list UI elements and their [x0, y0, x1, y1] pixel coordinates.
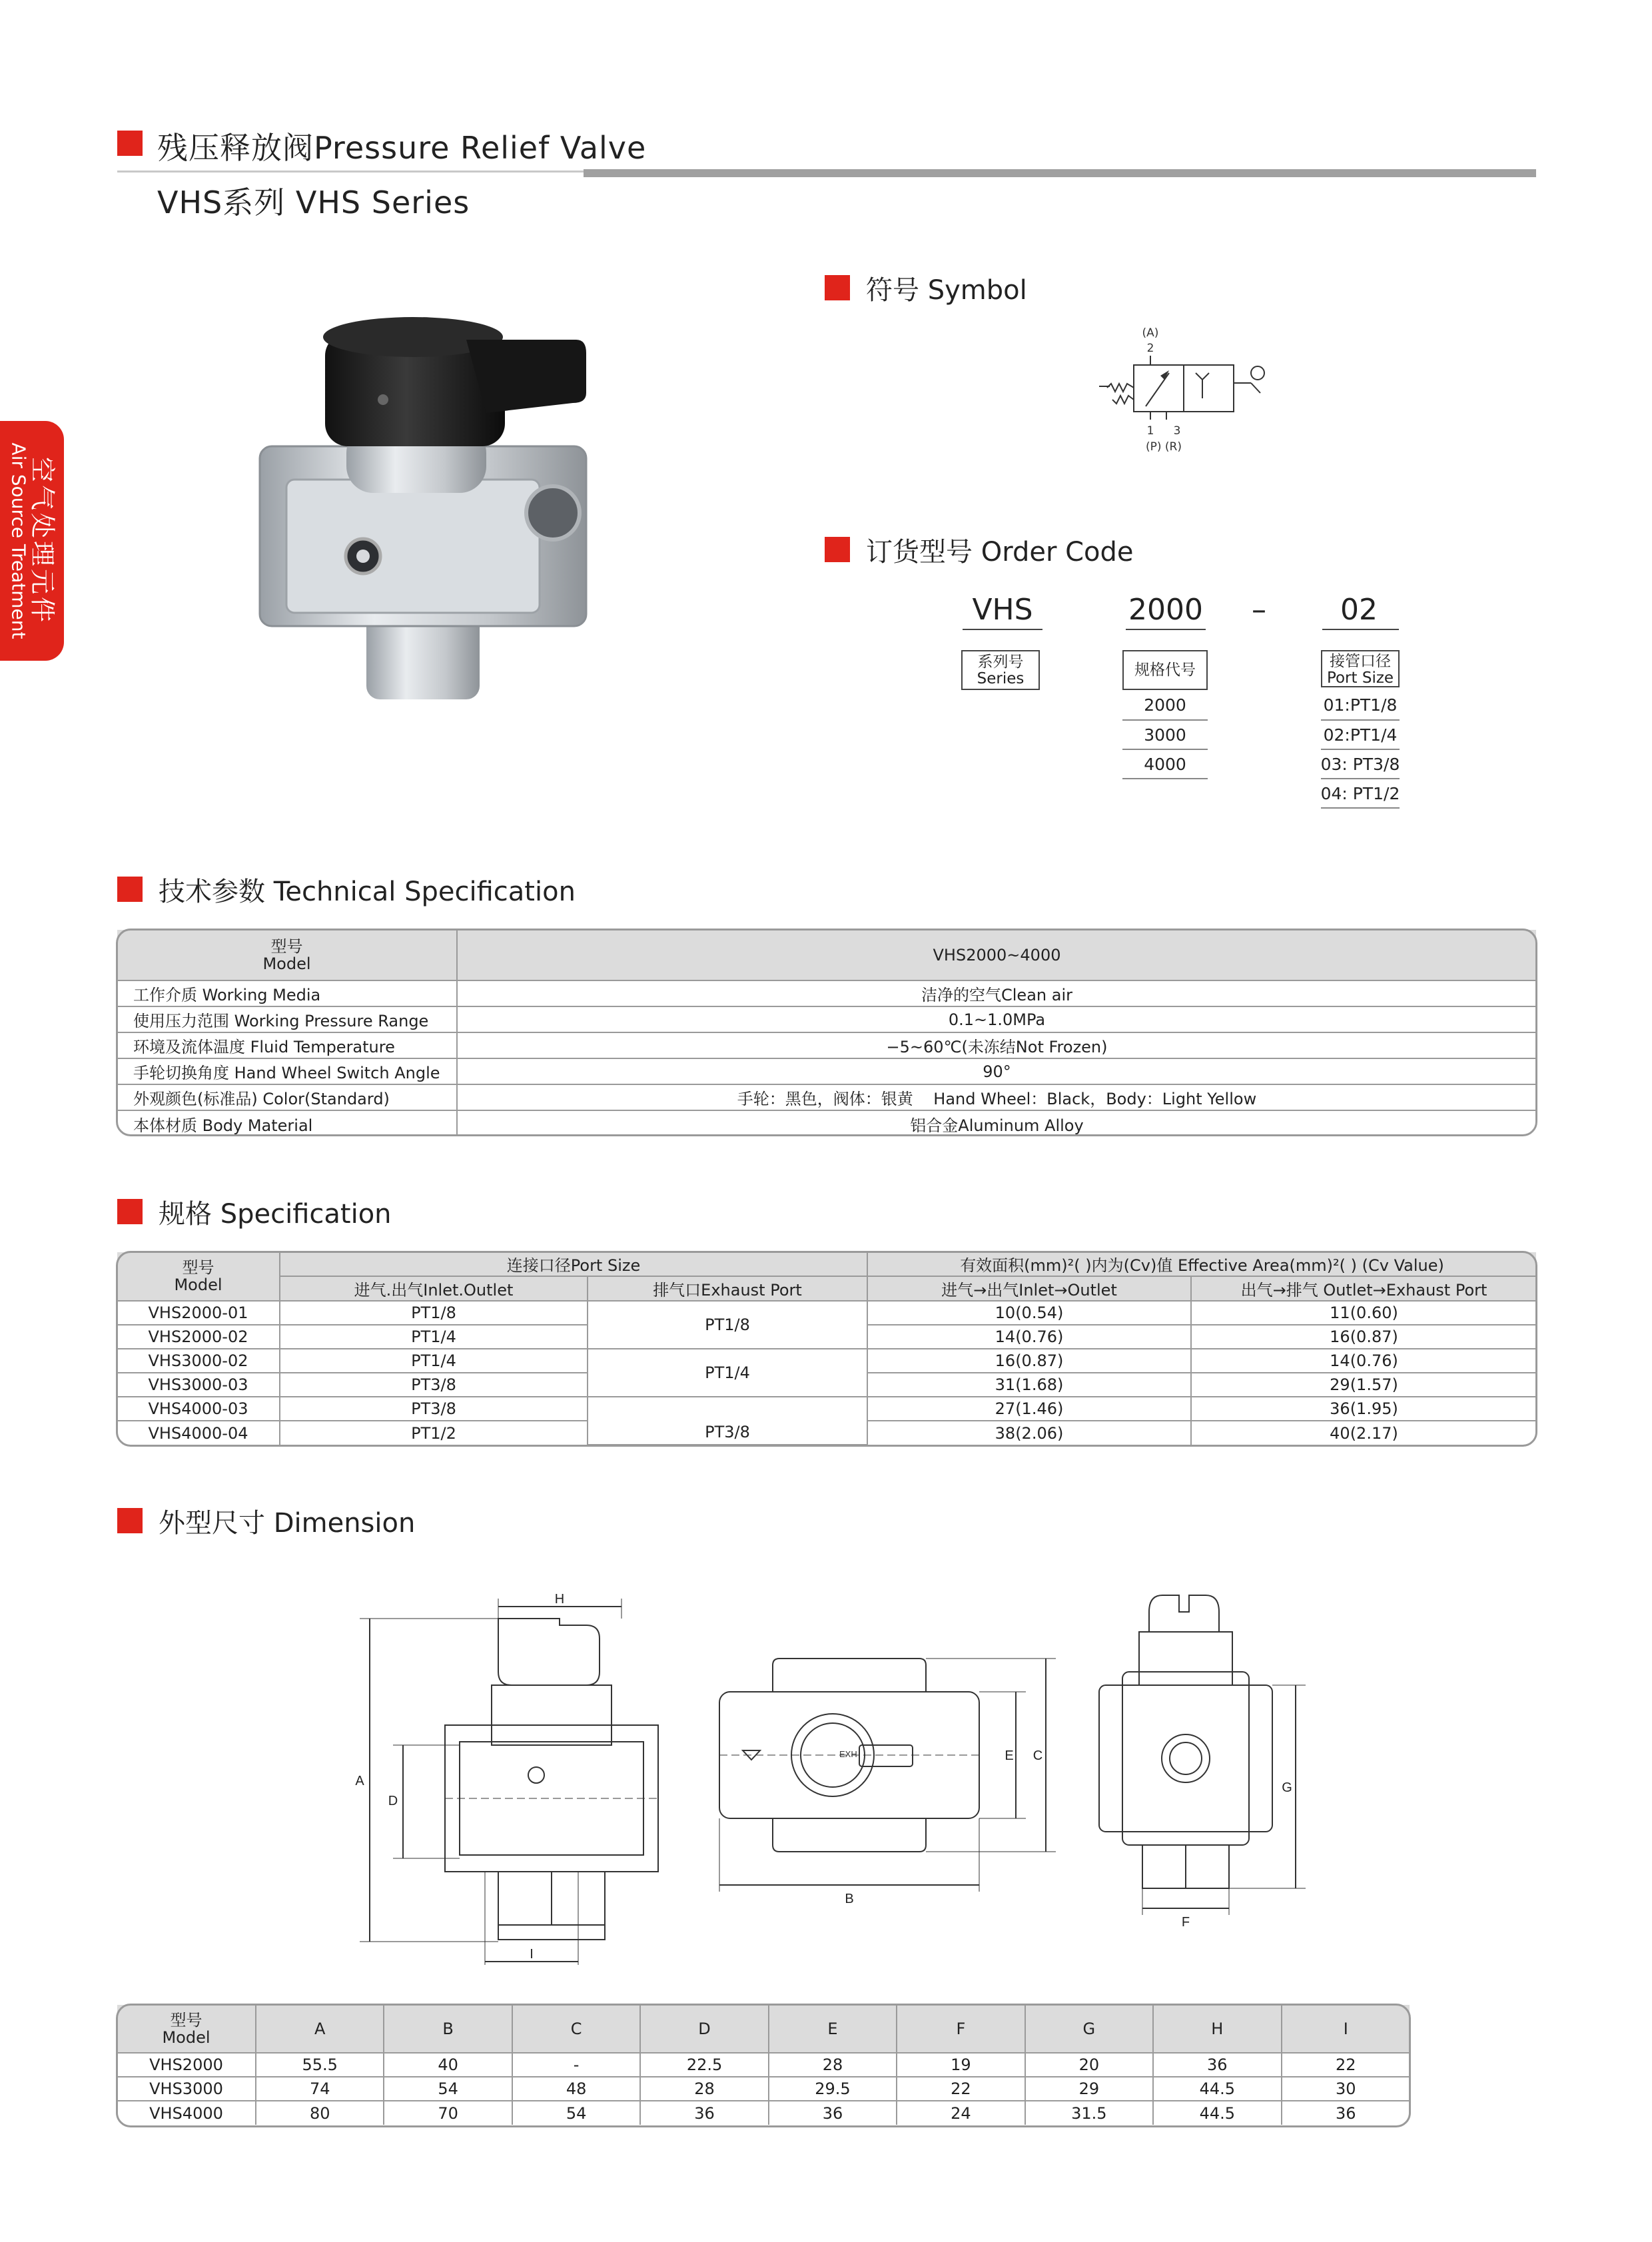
tech-spec-marker [117, 877, 143, 902]
tech-value: 0.1~1.0MPa [457, 1006, 1536, 1032]
dim-cell: 22 [897, 2077, 1025, 2101]
dim-model-header-en: Model [162, 2028, 210, 2047]
spec-model: VHS3000-03 [117, 1373, 280, 1397]
dim-cell: 40 [384, 2053, 512, 2077]
order-line-size [1126, 629, 1206, 630]
side-tab-text [9, 443, 55, 639]
order-series-code: VHS [972, 593, 1033, 627]
dim-model-header [117, 2005, 256, 2053]
spec-io: 27(1.46) [867, 1397, 1191, 1421]
spec-oe: 40(2.17) [1191, 1421, 1536, 1445]
table-row [117, 980, 1536, 1006]
spec-sub-header: 进气→出气Inlet→Outlet [867, 1276, 1191, 1301]
side-view [360, 1599, 658, 1965]
table-row [117, 930, 1536, 980]
dim-cell: 19 [897, 2053, 1025, 2077]
dim-label-e: E [1005, 1748, 1014, 1763]
tech-model-value: VHS2000~4000 [457, 930, 1536, 980]
tech-spec-table [117, 930, 1536, 1136]
valve-symbol [1086, 326, 1272, 460]
spec-inlet: PT1/8 [280, 1301, 588, 1325]
spec-inlet: PT3/8 [280, 1373, 588, 1397]
tech-model-header-en: Model [262, 954, 311, 973]
page-title: 残压释放阀Pressure Relief Valve [157, 130, 647, 166]
dim-cell: 54 [512, 2101, 640, 2125]
dim-cell: 36 [1282, 2101, 1410, 2125]
spec-sub-header: 排气口Exhaust Port [588, 1276, 867, 1301]
spec-marker [117, 1199, 143, 1224]
order-code-marker [825, 537, 850, 562]
spec-model: VHS4000-03 [117, 1397, 280, 1421]
dim-cell: 22.5 [640, 2053, 768, 2077]
title-rule-thin [117, 171, 584, 173]
spec-model-header-zh: 型号 [182, 1258, 214, 1277]
dim-cell: 36 [640, 2101, 768, 2125]
dim-model-header-zh: 型号 [170, 2010, 203, 2030]
spec-oe: 14(0.76) [1191, 1349, 1536, 1373]
spec-model: VHS4000-04 [148, 1423, 248, 1443]
order-code-heading: 订货型号 Order Code [866, 537, 1134, 567]
dim-label-f: F [1181, 1915, 1190, 1930]
tech-label: 本体材质 Body Material [133, 1116, 313, 1135]
spec-port-size-header: 连接口径Port Size [280, 1252, 867, 1276]
page-subtitle: VHS系列 VHS Series [157, 185, 470, 220]
spec-inlet: PT1/2 [280, 1421, 588, 1445]
order-port-rule [1321, 807, 1400, 809]
product-photo [246, 293, 606, 733]
order-port-rule [1321, 719, 1400, 721]
order-port-box [1321, 650, 1400, 687]
dim-cell: 31.5 [1025, 2101, 1153, 2125]
dimension-marker [117, 1508, 143, 1533]
tech-label: 手轮切换角度 Hand Wheel Switch Angle [117, 1058, 457, 1084]
tech-model-header-zh: 型号 [270, 936, 303, 956]
dim-col-header: C [512, 2005, 640, 2053]
order-port-rule [1321, 778, 1400, 779]
spec-exhaust: PT1/4 [588, 1349, 867, 1397]
order-series-box-en: Series [977, 670, 1025, 687]
title-rule-thick [584, 169, 1536, 177]
spec-model: VHS2000-01 [117, 1301, 280, 1325]
tech-label: 外观颜色(标准品) Color(Standard) [117, 1084, 457, 1110]
order-port-option: 02:PT1/4 [1323, 725, 1398, 745]
table-row [117, 1084, 1536, 1110]
symbol-port-2: 2 [1146, 342, 1154, 355]
table-row [117, 1032, 1536, 1058]
dim-cell: 24 [897, 2101, 1025, 2125]
front-view [1099, 1595, 1306, 1915]
tech-value: 铝合金Aluminum Alloy [457, 1110, 1536, 1136]
dim-label-a: A [355, 1774, 364, 1788]
order-dash: – [1252, 593, 1266, 627]
dim-col-header: A [256, 2005, 384, 2053]
tech-spec-heading: 技术参数 Technical Specification [159, 877, 576, 907]
dim-model: VHS2000 [117, 2053, 256, 2077]
tech-label: 工作介质 Working Media [117, 980, 457, 1006]
order-series-box [961, 650, 1040, 690]
dim-cell: 20 [1025, 2053, 1153, 2077]
spec-io: 31(1.68) [867, 1373, 1191, 1397]
table-row [117, 1110, 1536, 1136]
spec-oe: 36(1.95) [1191, 1397, 1536, 1421]
symbol-label-a: (A) [1142, 326, 1159, 340]
order-line-port [1322, 629, 1399, 630]
spec-inlet: PT1/4 [280, 1349, 588, 1373]
dim-cell: 28 [640, 2077, 768, 2101]
table-row [117, 2053, 1410, 2077]
spec-io: 10(0.54) [867, 1301, 1191, 1325]
dim-col-header: I [1282, 2005, 1410, 2053]
tech-label: 环境及流体温度 Fluid Temperature [117, 1032, 457, 1058]
dim-cell: 29 [1025, 2077, 1153, 2101]
order-line-series [963, 629, 1042, 630]
spec-model: VHS2000-02 [117, 1325, 280, 1349]
order-size-option: 4000 [1144, 755, 1186, 774]
table-row [117, 2101, 1410, 2125]
spec-sub-header: 出气→排气 Outlet→Exhaust Port [1191, 1276, 1536, 1301]
title-marker [117, 131, 143, 156]
dimension-table [117, 2005, 1410, 2125]
dim-col-header: G [1025, 2005, 1153, 2053]
dim-label-i: I [530, 1947, 534, 1962]
dim-cell: 36 [769, 2101, 897, 2125]
order-size-box [1122, 650, 1208, 690]
spec-oe: 29(1.57) [1191, 1373, 1536, 1397]
dim-cell: - [512, 2053, 640, 2077]
dim-label-h: H [554, 1592, 565, 1607]
symbol-heading: 符号 Symbol [866, 275, 1027, 306]
spec-model-header-en: Model [174, 1276, 222, 1294]
order-port-box-zh: 接管口径 [1330, 653, 1391, 670]
dim-col-header: H [1153, 2005, 1281, 2053]
spec-model-header [117, 1252, 280, 1301]
order-size-code: 2000 [1128, 593, 1203, 627]
order-size-option: 2000 [1144, 695, 1186, 715]
dim-label-d: D [388, 1794, 398, 1808]
order-size-box-label: 规格代号 [1134, 661, 1196, 679]
side-tab-zh: 空气处理元件 [27, 456, 57, 625]
symbol-marker [825, 275, 850, 300]
spec-oe: 11(0.60) [1191, 1301, 1536, 1325]
spec-sub-header: 进气.出气Inlet.Outlet [280, 1276, 588, 1301]
spec-io: 38(2.06) [867, 1421, 1191, 1445]
svg-text:EXH: EXH [839, 1749, 857, 1759]
order-port-option: 01:PT1/8 [1323, 695, 1398, 715]
order-series-box-zh: 系列号 [977, 653, 1024, 671]
spec-inlet: PT1/4 [280, 1325, 588, 1349]
table-row [117, 1349, 1536, 1373]
order-size-rule [1122, 749, 1208, 750]
dim-label-g: G [1282, 1780, 1292, 1795]
dim-model: VHS4000 [149, 2103, 223, 2123]
dim-col-header: F [897, 2005, 1025, 2053]
tech-label: 使用压力范围 Working Pressure Range [117, 1006, 457, 1032]
symbol-port-1: 1 [1146, 424, 1154, 438]
dim-cell: 30 [1282, 2077, 1410, 2101]
spec-exhaust: PT3/8 [588, 1397, 867, 1445]
table-row [117, 2005, 1410, 2053]
spec-table [117, 1252, 1536, 1445]
dim-cell: 36 [1153, 2053, 1281, 2077]
spec-io: 14(0.76) [867, 1325, 1191, 1349]
spec-heading: 规格 Specification [159, 1199, 392, 1230]
order-port-option: 03: PT3/8 [1320, 755, 1400, 774]
tech-value: 洁净的空气Clean air [457, 980, 1536, 1006]
symbol-label-pr: (P) (R) [1146, 440, 1182, 454]
dim-cell: 28 [769, 2053, 897, 2077]
spec-inlet: PT3/8 [280, 1397, 588, 1421]
order-size-option: 3000 [1144, 725, 1186, 745]
dim-cell: 44.5 [1153, 2077, 1281, 2101]
spec-oe: 16(0.87) [1191, 1325, 1536, 1349]
spec-exhaust: PT1/8 [588, 1301, 867, 1349]
table-row [117, 1301, 1536, 1325]
dim-cell: 80 [256, 2101, 384, 2125]
spec-model: VHS3000-02 [117, 1349, 280, 1373]
tech-model-header [117, 930, 457, 980]
table-row [117, 1397, 1536, 1421]
dim-label-c: C [1032, 1748, 1043, 1763]
dim-cell: 48 [512, 2077, 640, 2101]
dim-cell: 70 [384, 2101, 512, 2125]
spec-io: 16(0.87) [867, 1349, 1191, 1373]
tech-value: 手轮：黑色，阀体：银黄 Hand Wheel：Black，Body：Light Yellow [457, 1084, 1536, 1110]
table-row [117, 1252, 1536, 1276]
side-tab-en: Air Source Treatment [7, 442, 30, 639]
dim-cell: 55.5 [256, 2053, 384, 2077]
table-row [117, 1058, 1536, 1084]
dimension-drawing [333, 1592, 1332, 1965]
dim-label-b: B [845, 1892, 854, 1906]
symbol-port-3: 3 [1173, 424, 1181, 438]
table-row [117, 1276, 1536, 1301]
dim-cell: 29.5 [769, 2077, 897, 2101]
dimension-heading: 外型尺寸 Dimension [159, 1508, 416, 1539]
tech-value: −5~60℃(未冻结Not Frozen) [457, 1032, 1536, 1058]
order-size-rule [1122, 778, 1208, 779]
dim-col-header: B [384, 2005, 512, 2053]
order-port-box-en: Port Size [1326, 669, 1394, 687]
table-row [117, 1006, 1536, 1032]
order-port-option: 04: PT1/2 [1320, 784, 1400, 803]
order-size-rule [1122, 719, 1208, 721]
order-port-code: 02 [1340, 593, 1378, 627]
dim-col-header: E [769, 2005, 897, 2053]
dim-col-header: D [640, 2005, 768, 2053]
dim-cell: 44.5 [1153, 2101, 1281, 2125]
tech-value: 90° [457, 1058, 1536, 1084]
order-port-rule [1321, 749, 1400, 750]
table-row [117, 2077, 1410, 2101]
spec-area-header: 有效面积(mm)²( )内为(Cv)值 Effective Area(mm)²( ) (Cv Value) [867, 1252, 1536, 1276]
dim-cell: 54 [384, 2077, 512, 2101]
dim-model: VHS3000 [117, 2077, 256, 2101]
dim-cell: 22 [1282, 2053, 1410, 2077]
dim-cell: 74 [256, 2077, 384, 2101]
top-view [719, 1659, 1056, 1892]
